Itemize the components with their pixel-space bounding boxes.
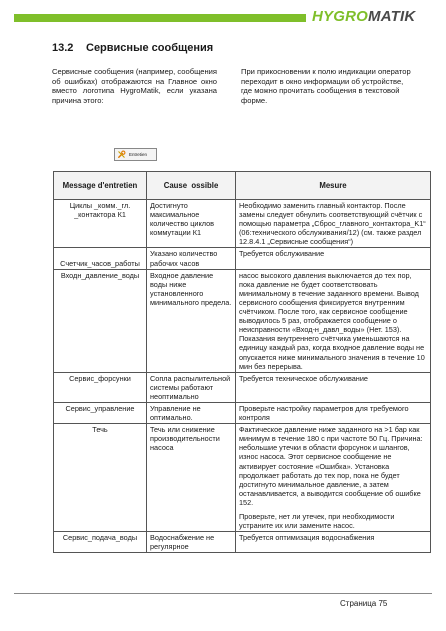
measure-paragraph-2: Проверьте, нет ли утечек, при необходимости устраните их или замените насос. (239, 512, 395, 531)
cell-measure (236, 424, 431, 532)
cell-cause: Указано количество рабочих часов (147, 248, 236, 269)
table-header-row (54, 172, 431, 200)
logo-part-2: MATIK (368, 8, 416, 25)
cell-message: Сервис_подача_воды (54, 532, 147, 553)
cell-cause: Сопла распылительной системы работают неоптимально (147, 372, 236, 402)
section-title: Сервисные сообщения (86, 42, 214, 54)
header-message: Message d'entretien (54, 172, 147, 200)
footer-divider (14, 593, 432, 594)
header-measure: Mesure (236, 172, 431, 200)
cell-measure: Требуется оптимизация водоснабжения (236, 532, 431, 553)
page-number: Страница 75 (340, 599, 388, 608)
measure-paragraph: Фактическое давление ниже заданного на >1 бар как минимум в течение 180 с при частоте 50 Гц. Причина: небольшие утечки в области форсунок и шлангов, износ насоса. Этот сервисное сообщение не активирует состояние «Ошибка». Установка продолжает работать до тех пор, пока не будет достигнуто минимальное давление, а затем останавливается, а выводится сообщение об ошибке 152. (239, 425, 423, 507)
cell-cause: Течь или снижение производительности насоса (147, 424, 236, 532)
service-messages-table (53, 171, 431, 553)
table-row (54, 248, 431, 269)
maintenance-indicator-badge (114, 148, 157, 161)
table-row (54, 269, 431, 372)
cell-cause: Управление не оптимально. (147, 402, 236, 423)
hygromatik-logo (312, 8, 415, 25)
cell-cause: Водоснабжение не регулярное (147, 532, 236, 553)
intro-left-paragraph: Сервисные сообщения (например, сообщения об ошибках) отображаются на Главное окно вместо логотипа HygroMatik, если указана причина этого: (52, 67, 217, 105)
table-row (54, 424, 431, 532)
cell-message: Входн_давление_воды (54, 269, 147, 372)
cell-measure: Необходимо заменить главный контактор. После замены следует обнулить соответствующий счётчик с помощью параметра „Сброс_главного_контактора_K1“ (06:технического обслуживания/12) (см. также раздел 12.8.4.1 „Сервисные сообщения“) (236, 200, 431, 248)
wrench-icon (117, 150, 126, 159)
badge-label: Entretien (129, 152, 148, 157)
cell-message: Циклы _комм._гл. _контактора К1 (54, 200, 147, 248)
intro-right-paragraph: При прикосновении к полю индикации оператор переходит в окно информации об устройстве, где можно прочитать сообщения в текстовой форме. (241, 67, 411, 105)
cell-measure: насос высокого давления выключается до тех пор, пока давление не будет соответствовать минимальному в течение заданного времени. Вывод сервисного сообщения фиксируется внутренним счётчиком. После того, как сервисное сообщение выводилось 5 раз, отображается сообщение о неисправности «Вход-н_давл_воды» (Нет. 153). Показания внутреннего счётчика уменьшаются на единицу каждый раз, когда входное давление воды не опускается ниже минимального значения в течение 10 мин без перерыва. (236, 269, 431, 372)
table-row (54, 402, 431, 423)
header-cause: Cause ossible (147, 172, 236, 200)
table-row (54, 200, 431, 248)
cell-measure: Требуется техническое обслуживание (236, 372, 431, 402)
cell-cause: Достигнуто максимальное количество циклов коммутации К1 (147, 200, 236, 248)
cell-message: Сервис_управление (54, 402, 147, 423)
table-row (54, 372, 431, 402)
cell-measure: Проверьте настройку параметров для требуемого контроля (236, 402, 431, 423)
cell-message: Течь (54, 424, 147, 532)
section-number: 13.2 (52, 42, 74, 54)
table-row (54, 532, 431, 553)
header-accent-bar (14, 14, 306, 22)
section-heading (52, 42, 213, 54)
logo-part-1: HYGRO (312, 8, 369, 25)
cell-cause: Входное давление воды ниже установленного минимального предела. (147, 269, 236, 372)
cell-message: Сервис_форсунки (54, 372, 147, 402)
cell-message: Счетчик_часов_работы (54, 248, 147, 269)
cell-measure: Требуется обслуживание (236, 248, 431, 269)
